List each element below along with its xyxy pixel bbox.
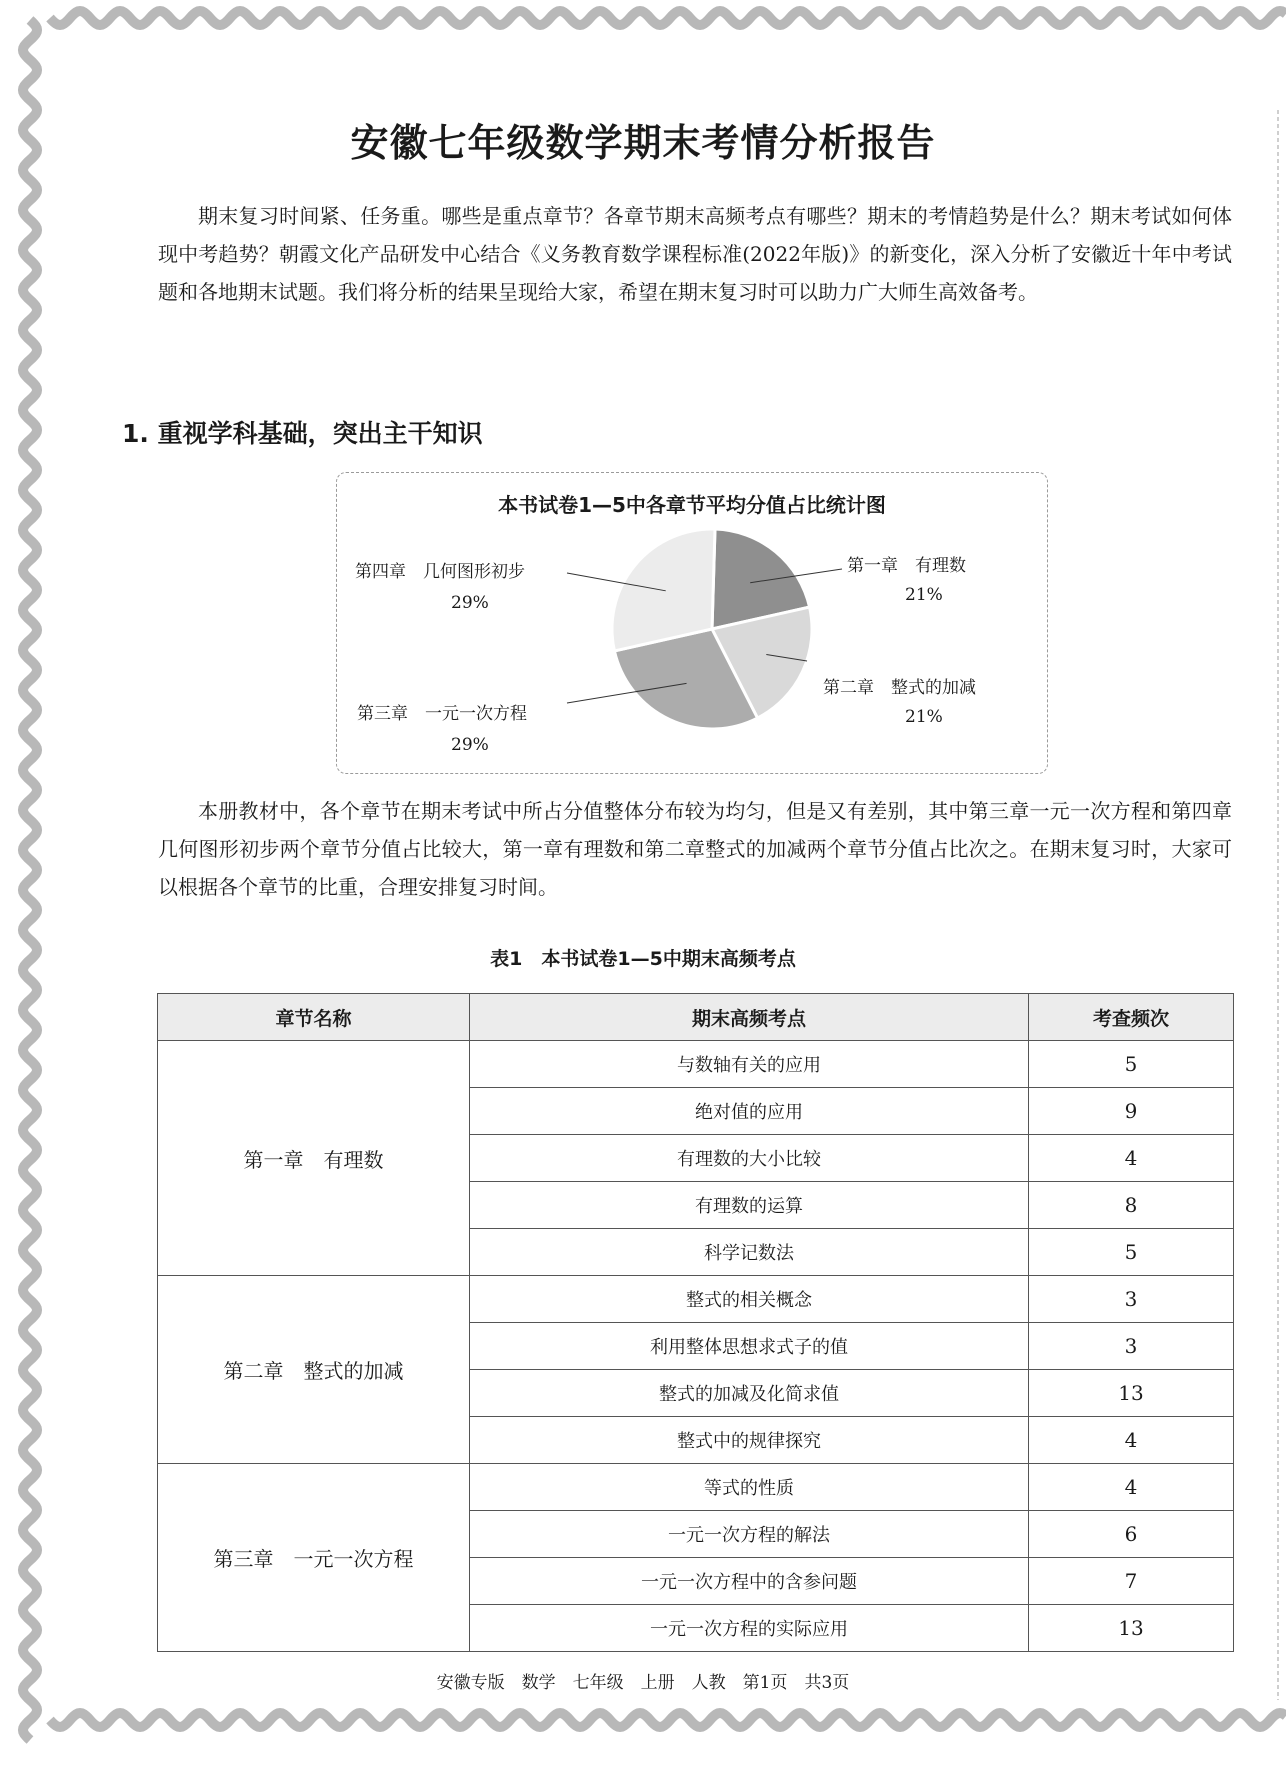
intro-paragraph: 期末复习时间紧、任务重。哪些是重点章节？各章节期末高频考点有哪些？期末的考情趋势是什么？期末考试如何体现中考趋势？朝霞文化产品研发中心结合《义务教育数学课程标准(2022年版)》的新变化，深入分析了安徽近十年中考试题和各地期末试题。我们将分析的结果呈现给大家，希望在期末复习时可以助力广大师生高效备考。 (158, 204, 1232, 304)
section-heading: 1. 重视学科基础，突出主干知识 (122, 419, 483, 448)
frequency-cell: 4 (1029, 1135, 1234, 1182)
frequency-cell: 4 (1029, 1464, 1234, 1511)
topic-cell: 整式中的规律探究 (470, 1417, 1029, 1464)
table-row (158, 1464, 1234, 1511)
frequency-cell: 13 (1029, 1370, 1234, 1417)
topic-cell: 一元一次方程的实际应用 (470, 1605, 1029, 1652)
pie-chart (337, 473, 1047, 773)
topic-cell: 绝对值的应用 (470, 1088, 1029, 1135)
slice-label-ch2: 第二章 整式的加减 (823, 678, 976, 698)
page-footer: 安徽专版 数学 七年级 上册 人教 第1页 共3页 (436, 1673, 850, 1693)
analysis-paragraph: 本册教材中，各个章节在期末考试中所占分值整体分布较为均匀，但是又有差别，其中第三章一元一次方程和第四章几何图形初步两个章节分值占比较大，第一章有理数和第二章整式的加减两个章节分值占比次之。在期末复习时，大家可以根据各个章节的比重，合理安排复习时间。 (158, 799, 1232, 899)
frequency-cell: 9 (1029, 1088, 1234, 1135)
slice-label-ch3: 第三章 一元一次方程 (357, 704, 527, 724)
header-frequency: 考查频次 (1029, 994, 1234, 1041)
frequency-cell: 7 (1029, 1558, 1234, 1605)
chapter-cell: 第一章 有理数 (158, 1041, 470, 1276)
topic-cell: 整式的加减及化简求值 (470, 1370, 1029, 1417)
pie-chart-panel (336, 472, 1048, 774)
slice-percent-ch3: 29% (451, 735, 489, 755)
frequency-cell: 5 (1029, 1041, 1234, 1088)
frequency-cell: 3 (1029, 1323, 1234, 1370)
slice-percent-ch4: 29% (451, 593, 489, 613)
topic-cell: 有理数的大小比较 (470, 1135, 1029, 1182)
topic-cell: 等式的性质 (470, 1464, 1029, 1511)
slice-label-ch1: 第一章 有理数 (847, 556, 966, 576)
topic-cell: 科学记数法 (470, 1229, 1029, 1276)
frequency-cell: 6 (1029, 1511, 1234, 1558)
table-row (158, 1276, 1234, 1323)
slice-percent-ch1: 21% (905, 585, 943, 605)
header-chapter: 章节名称 (158, 994, 470, 1041)
slice-label-ch4: 第四章 几何图形初步 (355, 562, 525, 582)
frequency-cell: 4 (1029, 1417, 1234, 1464)
slice-percent-ch2: 21% (905, 707, 943, 727)
frequency-table (157, 993, 1234, 1652)
frequency-cell: 13 (1029, 1605, 1234, 1652)
topic-cell: 一元一次方程的解法 (470, 1511, 1029, 1558)
topic-cell: 与数轴有关的应用 (470, 1041, 1029, 1088)
frequency-cell: 8 (1029, 1182, 1234, 1229)
table-header-row (158, 994, 1234, 1041)
header-topic: 期末高频考点 (470, 994, 1029, 1041)
chapter-cell: 第二章 整式的加减 (158, 1276, 470, 1464)
topic-cell: 一元一次方程中的含参问题 (470, 1558, 1029, 1605)
topic-cell: 利用整体思想求式子的值 (470, 1323, 1029, 1370)
table-caption: 表1 本书试卷1—5中期末高频考点 (490, 948, 796, 970)
frequency-cell: 5 (1029, 1229, 1234, 1276)
chapter-cell: 第三章 一元一次方程 (158, 1464, 470, 1652)
topic-cell: 有理数的运算 (470, 1182, 1029, 1229)
topic-cell: 整式的相关概念 (470, 1276, 1029, 1323)
table-row (158, 1041, 1234, 1088)
page-title: 安徽七年级数学期末考情分析报告 (350, 121, 936, 165)
chart-title: 本书试卷1—5中各章节平均分值占比统计图 (498, 493, 886, 517)
frequency-cell: 3 (1029, 1276, 1234, 1323)
